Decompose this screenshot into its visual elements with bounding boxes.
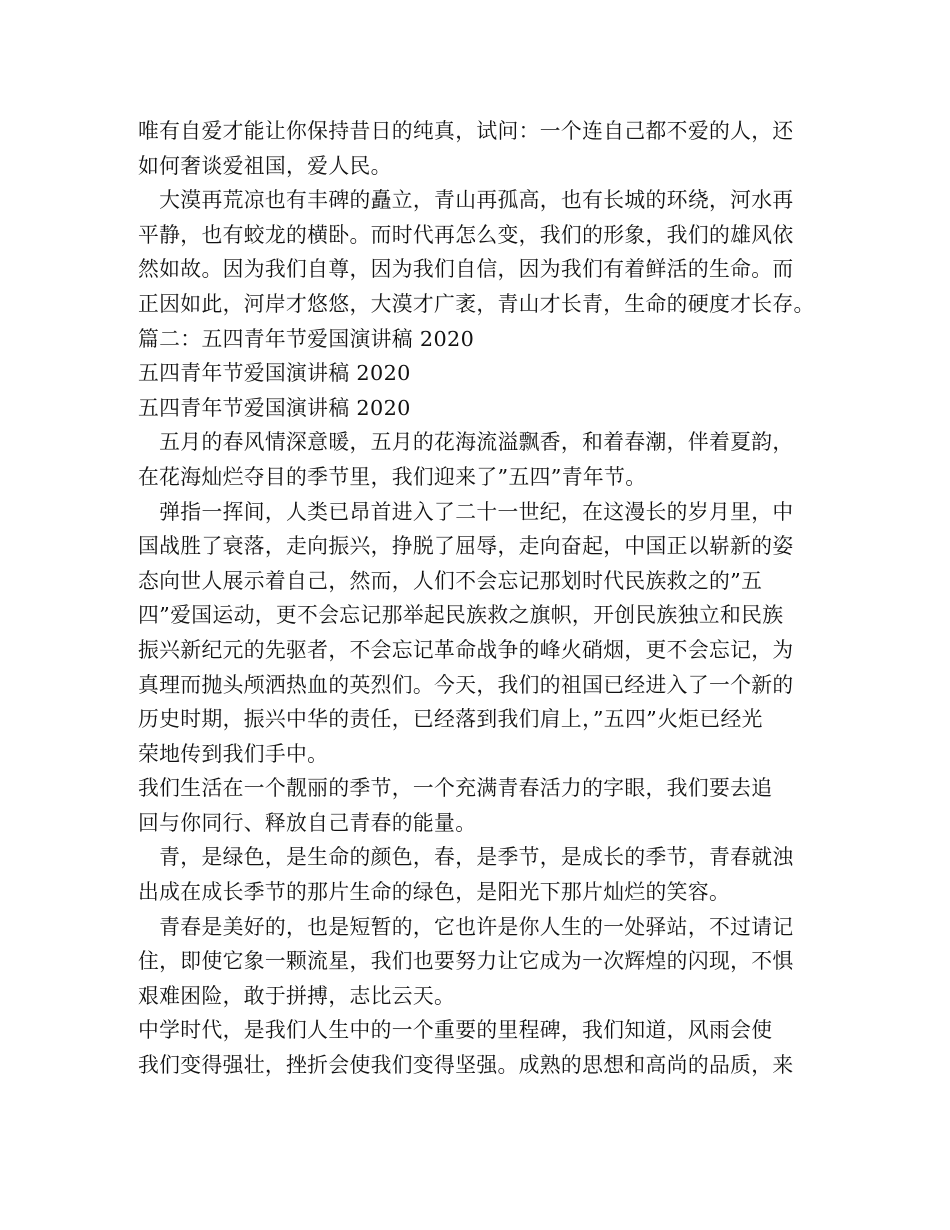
document-title: 五四青年节爱国演讲稿 2020: [138, 361, 411, 386]
text-line: 荣地传到我们手中。: [138, 741, 329, 766]
text-line: 回与你同行、释放自己青春的能量。: [138, 810, 477, 835]
text-line: 如何奢谈爱祖国，爱人民。: [138, 153, 392, 178]
text-line: 振兴新纪元的先驱者，不会忘记革命战争的峰火硝烟，更不会忘记，为: [138, 637, 794, 662]
text-line: 弹指一挥间，人类已昂首进入了二十一世纪，在这漫长的岁月里，中: [138, 499, 794, 524]
text-line: 唯有自爱才能让你保持昔日的纯真，试问：一个连自己都不爱的人，还: [138, 119, 794, 143]
section-heading: 篇二：五四青年节爱国演讲稿 2020: [138, 326, 475, 351]
text-line: 然如故。因为我们自尊，因为我们自信，因为我们有着鲜活的生命。而: [138, 257, 794, 282]
text-line: 正因如此，河岸才悠悠，大漠才广袤，青山才长青，生命的硬度才长存。: [138, 291, 815, 316]
text-line: 在花海灿烂夺目的季节里，我们迎来了”五四”青年节。: [138, 464, 647, 489]
text-line: 态向世人展示着自己，然而，人们不会忘记那划时代民族救之的”五: [138, 568, 763, 593]
text-line: 我们变得强壮，挫折会使我们变得坚强。成熟的思想和高尚的品质，来: [138, 1053, 794, 1078]
text-line: 艰难困险，敢于拼搏，志比云天。: [138, 983, 456, 1008]
text-line: 住，即使它象一颗流星，我们也要努力让它成为一次辉煌的闪现，不惧: [138, 949, 794, 974]
text-line: 青春是美好的，也是短暂的，它也许是你人生的一处驿站，不过请记: [138, 914, 794, 939]
document-body: [138, 114, 828, 1083]
document-title: 五四青年节爱国演讲稿 2020: [138, 395, 411, 420]
text-line: 出成在成长季节的那片生命的绿色，是阳光下那片灿烂的笑容。: [138, 880, 731, 905]
text-line: 我们生活在一个靓丽的季节，一个充满青春活力的字眼，我们要去追: [138, 776, 773, 801]
text-line: 大漠再荒凉也有丰碑的矗立，青山再孤高，也有长城的环绕，河水再: [138, 188, 794, 213]
text-line: 四”爱国运动，更不会忘记那举起民族救之旗帜，开创民族独立和民族: [138, 603, 784, 628]
text-line: 平静，也有蛟龙的横卧。而时代再怎么变，我们的形象，我们的雄风依: [138, 222, 794, 247]
text-line: 国战胜了衰落，走向振兴，挣脱了屈辱，走向奋起，中国正以崭新的姿: [138, 534, 794, 559]
text-line: 青，是绿色，是生命的颜色，春，是季节，是成长的季节，青春就浊: [138, 845, 794, 870]
text-line: 真理而抛头颅洒热血的英烈们。今天，我们的祖国已经进入了一个新的: [138, 672, 794, 697]
text-line: 中学时代，是我们人生中的一个重要的里程碑，我们知道，风雨会使: [138, 1018, 773, 1043]
text-line: 五月的春风情深意暖，五月的花海流溢飘香，和着春潮，伴着夏韵，: [138, 430, 794, 455]
text-line: 历史时期，振兴中华的责任，已经落到我们肩上，”五四”火炬已经光: [138, 707, 763, 732]
